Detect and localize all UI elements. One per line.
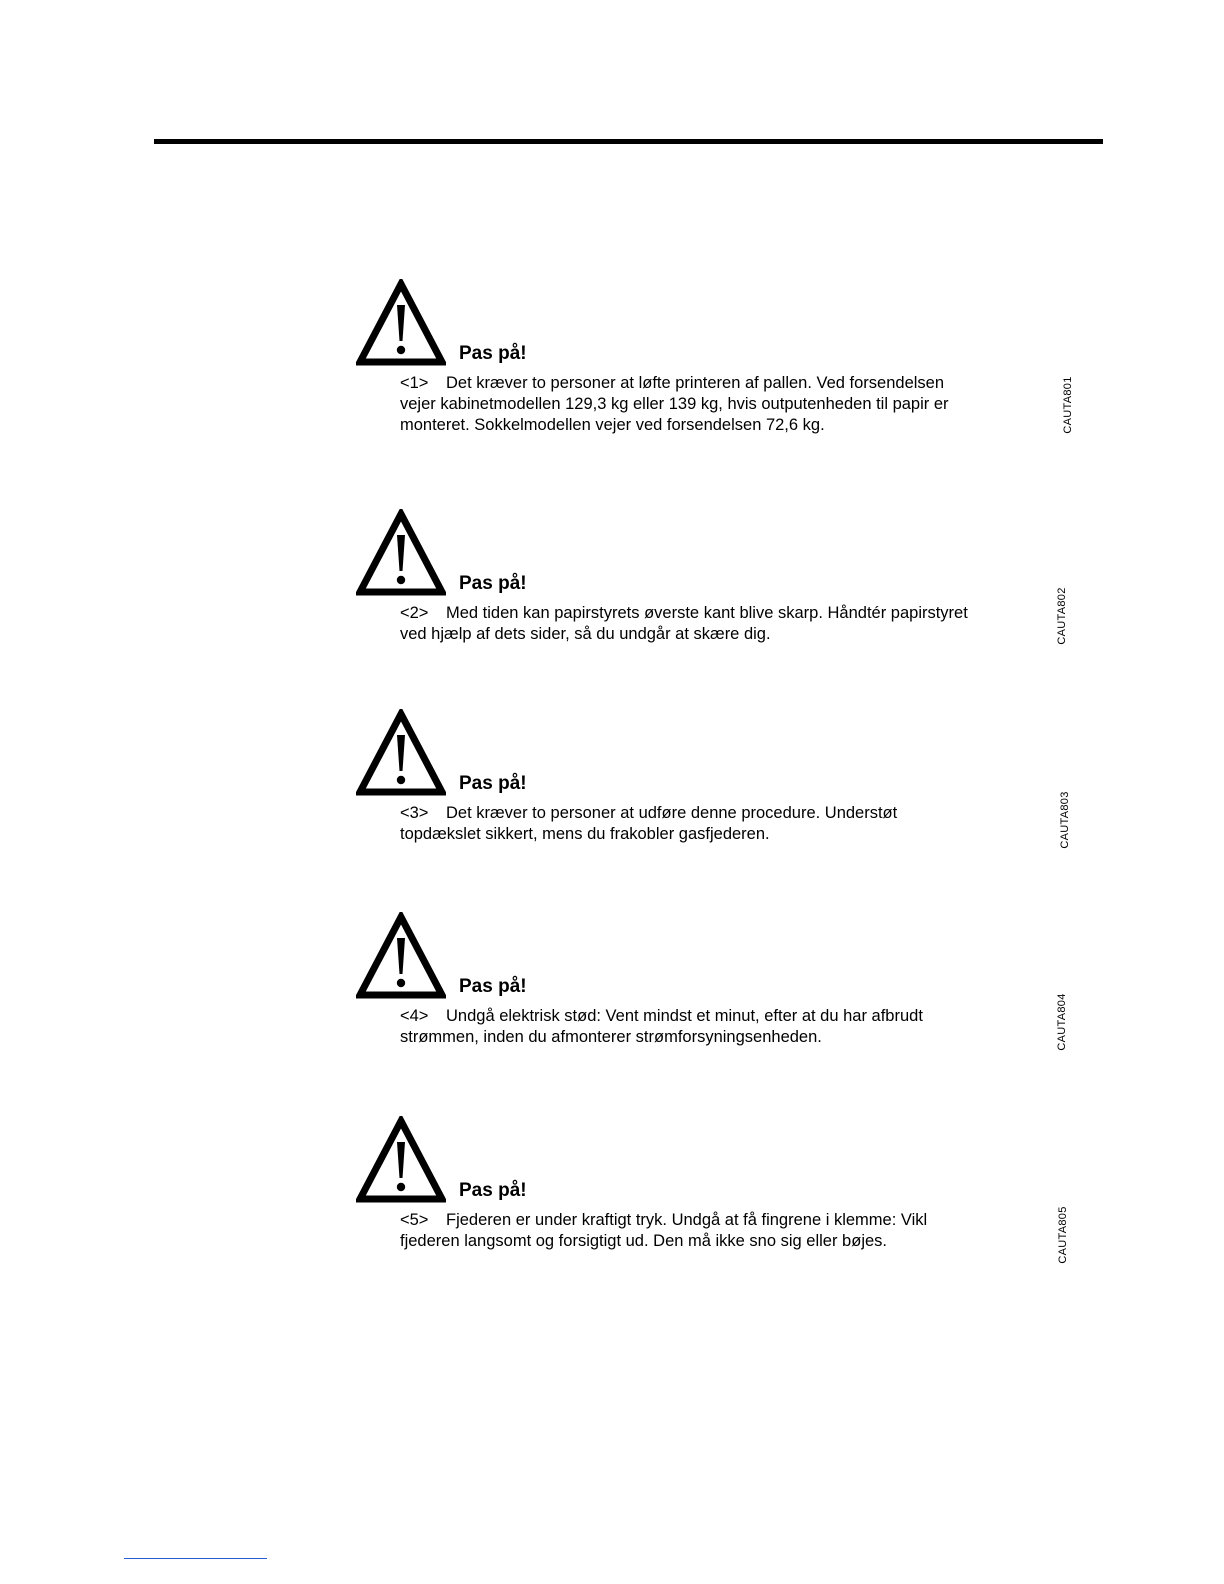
warning-triangle-icon [356, 912, 446, 1000]
notice-title: Pas på! [459, 773, 527, 794]
warning-triangle-icon [356, 1116, 446, 1204]
notice-title: Pas på! [459, 976, 527, 997]
notice-code: CAUTA802 [1056, 587, 1068, 645]
notice-number: <4> [400, 1007, 429, 1025]
notice-title: Pas på! [459, 343, 527, 364]
notice-text: Fjederen er under kraftigt tryk. Undgå at få fingrene i klemme: Vikl fjederen langsomt og forsigtigt ud. Den må ikke sno sig eller bøjes. [400, 1211, 928, 1250]
notice-number: <1> [400, 374, 429, 392]
warning-triangle-icon [356, 709, 446, 797]
notice-code: CAUTA803 [1059, 791, 1071, 849]
notice-body [400, 1210, 980, 1252]
notice-number: <2> [400, 604, 429, 622]
notice-code: CAUTA804 [1056, 993, 1068, 1051]
notice-title: Pas på! [459, 573, 527, 594]
notice-body [400, 803, 980, 845]
notice-text: Undgå elektrisk stød: Vent mindst et minut, efter at du har afbrudt strømmen, inden du afmonterer strømforsyningsenheden. [400, 1007, 923, 1046]
notice-number: <5> [400, 1211, 429, 1229]
top-rule [154, 139, 1103, 144]
notice-text: Det kræver to personer at udføre denne procedure. Understøt topdækslet sikkert, mens du frakobler gasfjederen. [400, 804, 898, 843]
notice-code: CAUTA801 [1062, 376, 1074, 434]
warning-triangle-icon [356, 509, 446, 597]
notice-title: Pas på! [459, 1180, 527, 1201]
bottom-link-underline [124, 1558, 267, 1559]
notice-code: CAUTA805 [1057, 1206, 1069, 1264]
notice-number: <3> [400, 804, 429, 822]
notice-text: Med tiden kan papirstyrets øverste kant blive skarp. Håndtér papirstyret ved hjælp af dets sider, så du undgår at skære dig. [400, 604, 968, 643]
notice-body [400, 373, 980, 436]
warning-triangle-icon [356, 279, 446, 367]
notice-text: Det kræver to personer at løfte printeren af pallen. Ved forsendelsen vejer kabinetmodellen 129,3 kg eller 139 kg, hvis outputenheden til papir er monteret. Sokkelmodellen vejer ved forsendelsen 72,6 kg. [400, 374, 949, 434]
notice-body [400, 1006, 980, 1048]
notice-body [400, 603, 980, 645]
